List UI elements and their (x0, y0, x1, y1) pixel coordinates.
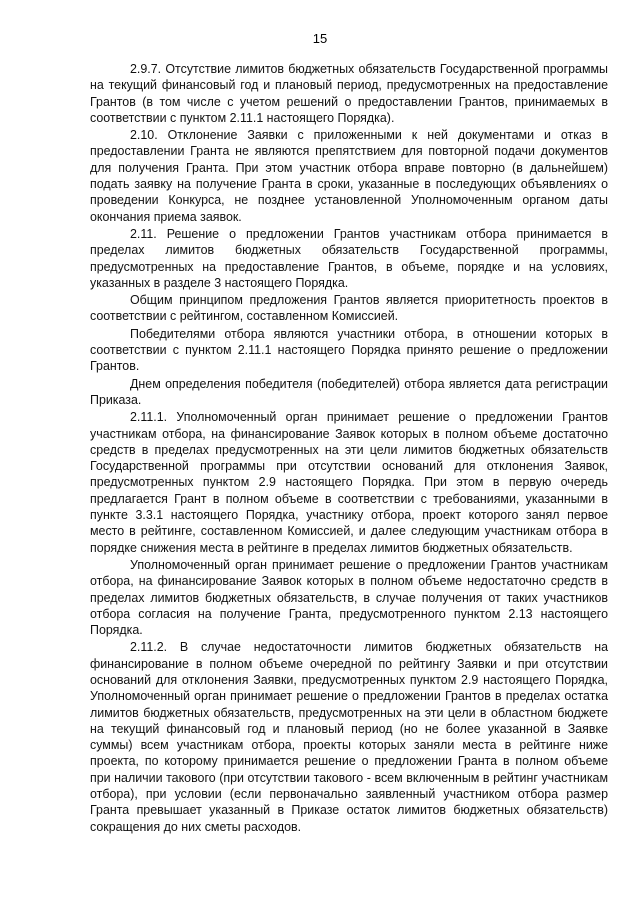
page-number: 15 (312, 31, 328, 46)
paragraph-2-9-7: 2.9.7. Отсутствие лимитов бюджетных обязательств Государственной программы на текущий финансовый год и плановый период, предусмотренных на предоставление Грантов (в том числе с учетом решений о предоставлении Грантов, принимаемых в соответствии с пунктом 2.11.1 настоящего Порядка). (90, 62, 608, 125)
paragraph-winners: Победителями отбора являются участники отбора, в отношении которых в соответствии с пунктом 2.11.1 настоящего Порядка принято решение о предложении Грантов. (90, 326, 608, 374)
paragraph-insufficient-funds: Уполномоченный орган принимает решение о предложении Грантов участникам отбора, на финансирование Заявок которых в полном объеме недостаточно средств в пределах лимитов бюджетных обязательств, в случае получения от таких участников отбора согласия на получение Гранта, предусмотренного пунктом 2.13 настоящего Порядка. (90, 557, 608, 638)
paragraph-2-11-2: 2.11.2. В случае недостаточности лимитов бюджетных обязательств на финансирование в полном объеме очередной по рейтингу Заявки и при отсутствии оснований для отклонения Заявки, предусмотренных пунктом 2.9 настоящего Порядка, Уполномоченный орган принимает решение о предложении Грантов в пределах остатка лимитов бюджетных обязательств, предусмотренных на эти цели в областном бюджете на текущий финансовый год и плановый период (но не более указанной в Заявке суммы) всем участникам отбора, проекты которых заняли места в рейтинге ниже проекта, по которому принимается решение о предложении Гранта в полном объеме при наличии такового (при отсутствии такового - всем включенным в рейтинг участникам отбора), при условии (если первоначально заявленный участником отбора размер Гранта превышает указанный в Приказе остаток лимитов бюджетных обязательств) сокращения до них сметы расходов. (90, 640, 608, 834)
paragraph-general-principle: Общим принципом предложения Грантов является приоритетность проектов в соответствии с рейтингом, составленном Комиссией. (90, 293, 608, 324)
paragraph-2-11: 2.11. Решение о предложении Грантов участникам отбора принимается в пределах лимитов бюджетных обязательств Государственной программы, предусмотренных на предоставление Грантов, в объеме, порядке и на условиях, указанных в разделе 3 настоящего Порядка. (90, 226, 608, 290)
paragraph-winner-date: Днем определения победителя (победителей) отбора является дата регистрации Приказа. (90, 376, 608, 407)
paragraph-2-10: 2.10. Отклонение Заявки с приложенными к ней документами и отказ в предоставлении Гранта не являются препятствием для повторной подачи документов для получения Гранта. При этом участник отбора вправе повторно (в дальнейшем) подать заявку на получение Гранта в сроки, указанные в последующих объявлениях о проведении Конкурса, не позднее установленной Уполномоченным органом даты окончания приема заявок. (90, 128, 608, 224)
document-body (90, 61, 608, 835)
paragraph-2-11-1: 2.11.1. Уполномоченный орган принимает решение о предложении Грантов участникам отбора, на финансирование Заявок которых в полном объеме достаточно средств в пределах предусмотренных на эти цели лимитов бюджетных обязательств Государственной программы при отсутствии оснований для отклонения Заявок, предусмотренных пунктом 2.9 настоящего Порядка. При этом в первую очередь предлагается Грант в полном объеме в соответствии с требованиями, указанными в пункте 3.3.1 настоящего Порядка, участнику отбора, проект которого занял первое место в рейтинге, составленном Комиссией, и далее следующим участникам отбора в порядке снижения места в рейтинге в пределах лимитов бюджетных обязательств. (90, 410, 608, 555)
